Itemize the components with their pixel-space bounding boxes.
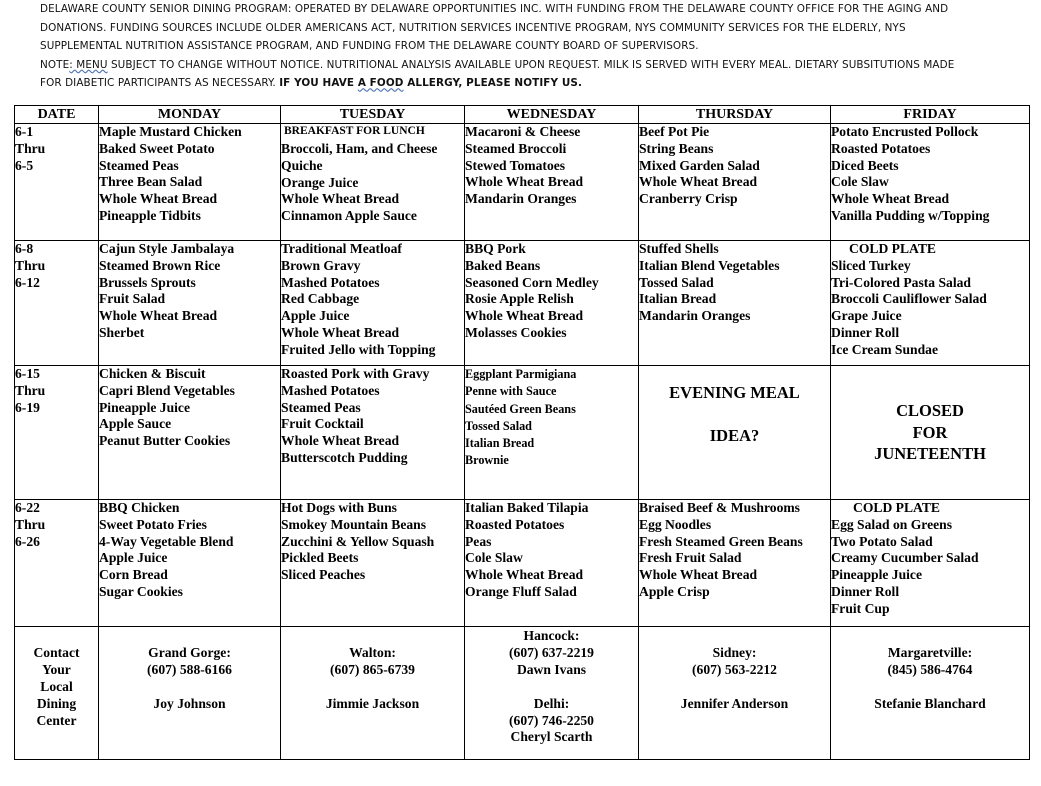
menu-cell-monday [99, 124, 281, 241]
menu-item: Steamed Peas [99, 157, 179, 173]
contact-cell-monday [99, 627, 281, 760]
menu-item: Sliced Peaches [281, 567, 366, 583]
menu-item: Macaroni & Cheese [465, 124, 581, 139]
menu-item: Pineapple Tidbits [99, 207, 201, 223]
note-menu: : MENU [69, 58, 108, 71]
menu-item: Whole Wheat Bread [465, 308, 584, 324]
menu-item: Italian Bread [465, 436, 535, 451]
menu-item: Apple Juice [281, 308, 350, 324]
menu-item: Whole Wheat Bread [831, 191, 950, 207]
menu-item: Tossed Salad [465, 418, 532, 433]
menu-item: Whole Wheat Bread [639, 174, 758, 190]
intro-allergy-line [40, 74, 1030, 93]
allergy-text-a: IF YOU HAVE [279, 77, 358, 90]
menu-cell-thursday [639, 124, 831, 241]
menu-item: Mashed Potatoes [281, 382, 380, 398]
intro-line: DELAWARE COUNTY SENIOR DINING PROGRAM: OPERATED BY DELAWARE OPPORTUNITIES INC. WITH FUNDING FROM THE DELAWARE COUNTY OFFICE FOR THE AGING AND [40, 3, 949, 15]
contact-label-line: Contact [33, 645, 80, 660]
date-cell [15, 241, 99, 366]
menu-item: Dinner Roll [831, 324, 900, 340]
menu-item: Sherbet [99, 324, 145, 340]
menu-item: Brownie [465, 453, 509, 468]
date-thru: Thru [15, 257, 46, 273]
intro-line: DONATIONS. FUNDING SOURCES INCLUDE OLDER AMERICANS ACT, NUTRITION SERVICES INCENTIVE PROGRAM, NYS COMMUNITY SERVICES FOR THE ELDERLY, NYS [40, 21, 906, 34]
date-cell [15, 500, 99, 627]
menu-item: Baked Sweet Potato [99, 140, 215, 156]
menu-item: Pineapple Juice [99, 399, 191, 415]
menu-item: Roasted Pork with Gravy [281, 366, 430, 381]
date-start: 6-22 [15, 500, 40, 515]
menu-item: Steamed Peas [281, 399, 361, 415]
date-start: 6-15 [15, 366, 40, 381]
contact-cell-tuesday [281, 627, 465, 760]
menu-item: Cajun Style Jambalaya [99, 241, 235, 256]
menu-item: Fruited Jello with Topping [281, 341, 436, 357]
menu-item: Roasted Potatoes [465, 516, 565, 532]
menu-item: Whole Wheat Bread [281, 324, 400, 340]
menu-cell-monday [99, 241, 281, 366]
menu-item: Fruit Cocktail [281, 416, 364, 432]
menu-item: Roasted Potatoes [831, 140, 931, 156]
menu-item: Fruit Cup [831, 600, 890, 616]
menu-item: Egg Noodles [639, 516, 712, 532]
site-contact-person: Jimmie Jackson [325, 695, 420, 711]
menu-cell-tuesday [281, 241, 465, 366]
allergy-text-b: A FOOD [357, 77, 404, 90]
menu-item: Mandarin Oranges [639, 308, 751, 324]
menu-item: Fresh Steamed Green Beans [639, 533, 803, 549]
contact-label-cell [15, 627, 99, 760]
menu-item: Cole Slaw [465, 550, 523, 566]
menu-item: Mixed Garden Salad [639, 157, 760, 173]
site-phone: (607) 746-2250 [509, 712, 594, 728]
menu-item: Whole Wheat Bread [99, 191, 218, 207]
menu-item: Quiche [281, 157, 323, 173]
menu-item: Tri-Colored Pasta Salad [831, 274, 971, 290]
menu-item: Whole Wheat Bread [281, 433, 400, 449]
menu-item: Cinnamon Apple Sauce [281, 208, 417, 224]
menu-item: Tossed Salad [639, 274, 714, 290]
menu-item: Braised Beef & Mushrooms [639, 500, 800, 515]
menu-item: Sugar Cookies [99, 583, 183, 599]
header-wednesday: WEDNESDAY [465, 106, 639, 124]
date-cell [15, 366, 99, 500]
menu-item: Peanut Butter Cookies [99, 433, 231, 449]
program-intro [40, 0, 1030, 93]
menu-item: Butterscotch Pudding [281, 449, 408, 465]
menu-item: Apple Crisp [639, 583, 710, 599]
menu-item: Creamy Cucumber Salad [831, 550, 979, 566]
intro-line: SUPPLEMENTAL NUTRITION ASSISTANCE PROGRAM, AND FUNDING FROM THE DELAWARE COUNTY BOARD OF SUPERVISORS. [40, 40, 699, 53]
menu-cell-thursday [639, 500, 831, 627]
closed-notice: JUNETEENTH [874, 444, 986, 463]
menu-item: Orange Juice [281, 174, 359, 190]
menu-item: Peas [465, 533, 492, 549]
menu-cell-monday [99, 366, 281, 500]
site-name: Margaretville: [887, 645, 973, 660]
closed-notice: FOR [912, 422, 948, 442]
menu-item: Pickled Beets [281, 550, 359, 566]
menu-item: Zucchini & Yellow Squash [281, 533, 435, 549]
menu-item: Fresh Fruit Salad [639, 550, 742, 566]
site-contact-person: Joy Johnson [153, 695, 226, 711]
menu-item: Stewed Tomatoes [465, 157, 566, 173]
site-contact-person: Dawn Ivans [516, 661, 587, 677]
site-phone: (607) 588-6166 [147, 661, 232, 677]
menu-item: Brussels Sprouts [99, 274, 196, 290]
date-thru: Thru [15, 140, 46, 156]
menu-item: Capri Blend Vegetables [99, 382, 235, 398]
menu-item: Stuffed Shells [639, 241, 719, 256]
allergy-text-c: ALLERGY, PLEASE NOTIFY US. [403, 77, 583, 90]
contact-cell-thursday [639, 627, 831, 760]
menu-item: Hot Dogs with Buns [281, 500, 397, 515]
menu-item: Ice Cream Sundae [831, 341, 938, 357]
contact-label-line: Dining [36, 695, 77, 711]
site-contact-person: Jennifer Anderson [680, 695, 789, 711]
menu-item: Broccoli, Ham, and Cheese [281, 141, 438, 156]
date-thru: Thru [15, 516, 46, 532]
menu-item: Sliced Turkey [831, 257, 911, 273]
menu-item: Italian Bread [639, 291, 717, 307]
menu-item: Beef Pot Pie [639, 124, 710, 139]
menu-item: Steamed Broccoli [465, 140, 567, 156]
menu-item: Penne with Sauce [465, 384, 557, 399]
menu-item: Whole Wheat Bread [99, 308, 218, 324]
menu-cell-wednesday [465, 500, 639, 627]
site-phone: (607) 865-6739 [330, 661, 415, 677]
menu-item: Cranberry Crisp [639, 191, 738, 207]
header-thursday: THURSDAY [639, 106, 831, 124]
menu-item: Mashed Potatoes [281, 274, 380, 290]
menu-item: Smokey Mountain Beans [281, 516, 427, 532]
menu-item: Whole Wheat Bread [639, 567, 758, 583]
cold-plate-label: COLD PLATE [853, 500, 940, 515]
menu-item: Whole Wheat Bread [465, 567, 584, 583]
menu-item: Italian Baked Tilapia [465, 500, 589, 515]
week-row [15, 500, 1030, 627]
menu-cell-tuesday [281, 124, 465, 241]
site-name: Grand Gorge: [148, 645, 231, 660]
contact-cell-friday [831, 627, 1030, 760]
menu-item: Potato Encrusted Pollock [831, 124, 979, 139]
menu-item: Baked Beans [465, 257, 541, 273]
menu-item: Fruit Salad [99, 291, 166, 307]
menu-cell-thursday [639, 241, 831, 366]
date-end: 6-12 [15, 274, 40, 290]
menu-item: Egg Salad on Greens [831, 516, 952, 532]
menu-item: Mandarin Oranges [465, 191, 577, 207]
menu-cell-friday [831, 124, 1030, 241]
contact-row [15, 627, 1030, 760]
cold-plate-label: COLD PLATE [849, 241, 936, 256]
diabetic-text: FOR DIABETIC PARTICIPANTS AS NECESSARY. [40, 77, 280, 90]
menu-item: Pineapple Juice [831, 567, 923, 583]
site-phone: (607) 637-2219 [509, 644, 594, 660]
site-name: Hancock: [523, 628, 580, 643]
closed-notice: CLOSED [896, 401, 964, 420]
menu-cell-tuesday [281, 366, 465, 500]
menu-cell-friday [831, 500, 1030, 627]
contact-label-line: Your [42, 661, 71, 677]
date-start: 6-1 [15, 124, 34, 139]
week-row [15, 366, 1030, 500]
week-row [15, 241, 1030, 366]
menu-cell-wednesday [465, 124, 639, 241]
date-thru: Thru [15, 382, 46, 398]
note-text: SUBJECT TO CHANGE WITHOUT NOTICE. NUTRITIONAL ANALYSIS AVAILABLE UPON REQUEST. MILK IS SERVED WITH EVERY MEAL. DIETARY SUBSITUTIONS MADE [107, 58, 955, 71]
header-friday: FRIDAY [831, 106, 1030, 124]
evening-meal-idea: IDEA? [709, 425, 760, 445]
date-cell [15, 124, 99, 241]
menu-item: Whole Wheat Bread [465, 174, 584, 190]
menu-item: BBQ Chicken [99, 500, 180, 515]
evening-meal-heading: EVENING MEAL [669, 383, 800, 402]
menu-item: Vanilla Pudding w/Topping [831, 207, 990, 223]
menu-cell-tuesday [281, 500, 465, 627]
menu-item: Whole Wheat Bread [281, 191, 400, 207]
menu-item: Red Cabbage [281, 291, 360, 307]
contact-label-line: Local [40, 678, 73, 694]
menu-item: Apple Sauce [99, 416, 172, 432]
menu-item: Apple Juice [99, 550, 168, 566]
site-name: Delhi: [533, 695, 570, 711]
site-phone: (845) 586-4764 [887, 661, 973, 677]
menu-cell-wednesday [465, 241, 639, 366]
menu-item: Brown Gravy [281, 257, 361, 273]
contact-label-line: Center [36, 712, 77, 728]
menu-item: Traditional Meatloaf [281, 241, 402, 256]
menu-cell-monday [99, 500, 281, 627]
note-label: NOTE [40, 58, 70, 71]
menu-item: 4-Way Vegetable Blend [99, 533, 234, 549]
menu-item: Broccoli Cauliflower Salad [831, 291, 987, 307]
site-name: Walton: [349, 645, 396, 660]
date-end: 6-5 [15, 157, 34, 173]
header-row [15, 106, 1030, 124]
menu-item: Italian Blend Vegetables [639, 257, 780, 273]
header-monday: MONDAY [99, 106, 281, 124]
menu-item: Chicken & Biscuit [99, 366, 206, 381]
intro-note [40, 56, 1030, 75]
week-row [15, 124, 1030, 241]
date-end: 6-19 [15, 399, 40, 415]
menu-item: Eggplant Parmigiana [465, 367, 577, 381]
menu-item: Steamed Brown Rice [99, 257, 221, 273]
menu-cell-wednesday [465, 366, 639, 500]
menu-item: Orange Fluff Salad [465, 583, 577, 599]
menu-item: Two Potato Salad [831, 533, 933, 549]
menu-item: Rosie Apple Relish [465, 291, 574, 307]
date-start: 6-8 [15, 241, 34, 256]
site-name: Sidney: [712, 645, 757, 660]
menu-table [14, 105, 1030, 760]
menu-item: Grape Juice [831, 308, 902, 324]
menu-item: BBQ Pork [465, 241, 526, 256]
menu-item: Sautéed Green Beans [465, 401, 576, 416]
menu-item: Corn Bread [99, 567, 168, 583]
site-phone: (607) 563-2212 [692, 661, 777, 677]
menu-item: Cole Slaw [831, 174, 889, 190]
site-contact-person: Stefanie Blanchard [874, 695, 986, 711]
menu-item: Three Bean Salad [99, 174, 203, 190]
menu-item: Maple Mustard Chicken [99, 124, 242, 139]
menu-cell-friday [831, 366, 1030, 500]
menu-item: Sweet Potato Fries [99, 516, 207, 532]
header-date: DATE [15, 106, 99, 124]
menu-cell-friday [831, 241, 1030, 366]
date-end: 6-26 [15, 533, 40, 549]
menu-item: Diced Beets [831, 157, 899, 173]
meal-theme-label: BREAKFAST FOR LUNCH [284, 125, 425, 137]
contact-cell-wednesday [465, 627, 639, 760]
menu-item: Molasses Cookies [465, 324, 567, 340]
site-contact-person: Cheryl Scarth [510, 729, 593, 745]
menu-item: Seasoned Corn Medley [465, 274, 599, 290]
menu-item: Dinner Roll [831, 583, 900, 599]
header-tuesday: TUESDAY [281, 106, 465, 124]
menu-item: String Beans [639, 140, 714, 156]
menu-cell-thursday [639, 366, 831, 500]
